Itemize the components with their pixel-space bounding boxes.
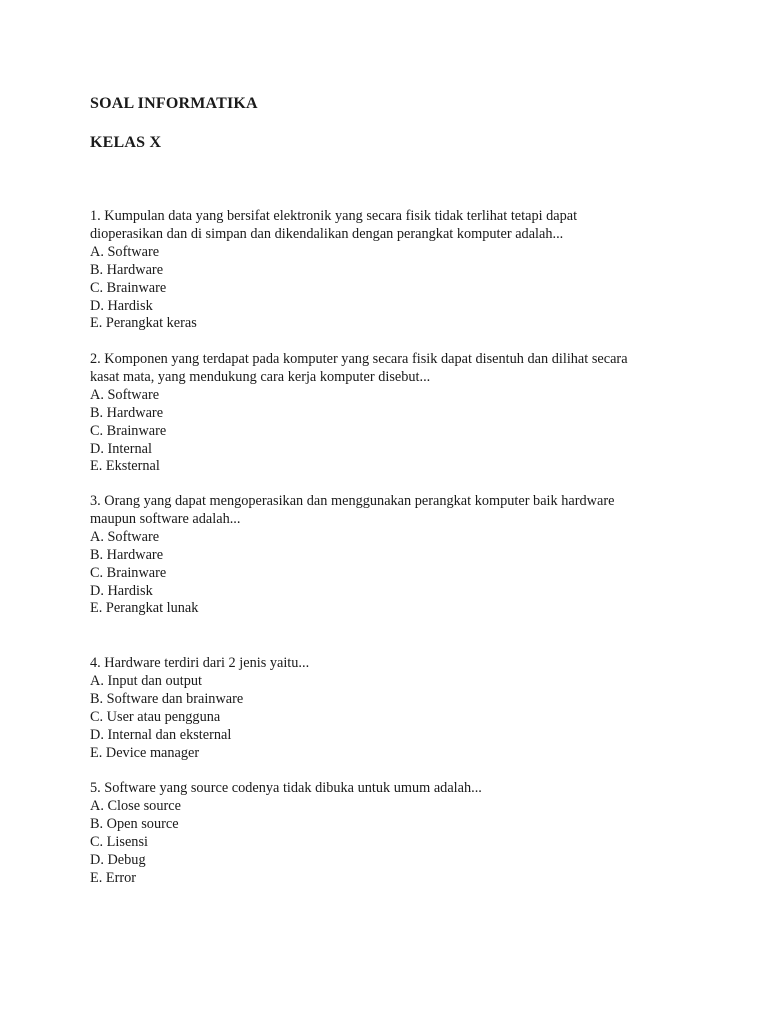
answer-option-c: C. Brainware [90,422,167,439]
answer-option-e: E. Device manager [90,744,200,761]
answer-options [90,244,690,334]
document-title: SOAL INFORMATIKA [90,95,258,112]
answer-option-e: E. Perangkat keras [90,315,197,332]
question-stem-line: 1. Kumpulan data yang bersifat elektronik yang secara fisik tidak terlihat tetapi dapat [90,208,578,224]
answer-options [90,387,690,477]
answer-option-d: D. Hardisk [90,582,153,599]
question-stem-line: 3. Orang yang dapat mengoperasikan dan menggunakan perangkat komputer baik hardware [90,493,615,509]
question-stem-line: 5. Software yang source codenya tidak dibuka untuk umum adalah... [90,780,482,796]
answer-option-b: B. Hardware [90,261,164,278]
question-stem-line: dioperasikan dan di simpan dan dikendalikan dengan perangkat komputer adalah... [90,225,564,242]
question-stem-line: kasat mata, yang mendukung cara kerja komputer disebut... [90,368,431,385]
answer-option-d: D. Debug [90,851,146,868]
answer-option-b: B. Software dan brainware [90,690,244,707]
question-stem [90,493,690,529]
question-stem [90,780,690,798]
question-5 [90,780,690,887]
answer-option-a: A. Software [90,528,160,545]
answer-option-b: B. Open source [90,815,179,832]
answer-option-b: B. Hardware [90,404,164,421]
question-stem-line: 2. Komponen yang terdapat pada komputer yang secara fisik dapat disentuh dan dilihat secara [90,351,628,367]
answer-option-b: B. Hardware [90,546,164,563]
answer-option-e: E. Perangkat lunak [90,600,199,617]
question-3 [90,493,690,618]
answer-option-e: E. Eksternal [90,458,160,475]
answer-options [90,798,690,888]
answer-option-a: A. Input dan output [90,672,202,689]
question-stem [90,208,690,244]
question-stem-line: 4. Hardware terdiri dari 2 jenis yaitu... [90,655,310,671]
question-2 [90,351,690,476]
answer-option-a: A. Software [90,386,160,403]
answer-option-c: C. Brainware [90,279,167,296]
answer-option-c: C. User atau pengguna [90,708,221,725]
answer-option-d: D. Internal dan eksternal [90,726,232,743]
question-4 [90,655,690,762]
question-stem [90,351,690,387]
answer-option-a: A. Close source [90,797,181,814]
answer-option-c: C. Brainware [90,564,167,581]
answer-option-d: D. Internal [90,440,152,457]
class-label: KELAS X [90,134,162,151]
answer-option-c: C. Lisensi [90,833,148,850]
answer-option-a: A. Software [90,243,160,260]
answer-options [90,673,690,763]
question-1 [90,208,690,333]
answer-options [90,529,690,619]
question-stem [90,655,690,673]
question-stem-line: maupun software adalah... [90,510,241,527]
answer-option-e: E. Error [90,869,137,886]
answer-option-d: D. Hardisk [90,297,153,314]
